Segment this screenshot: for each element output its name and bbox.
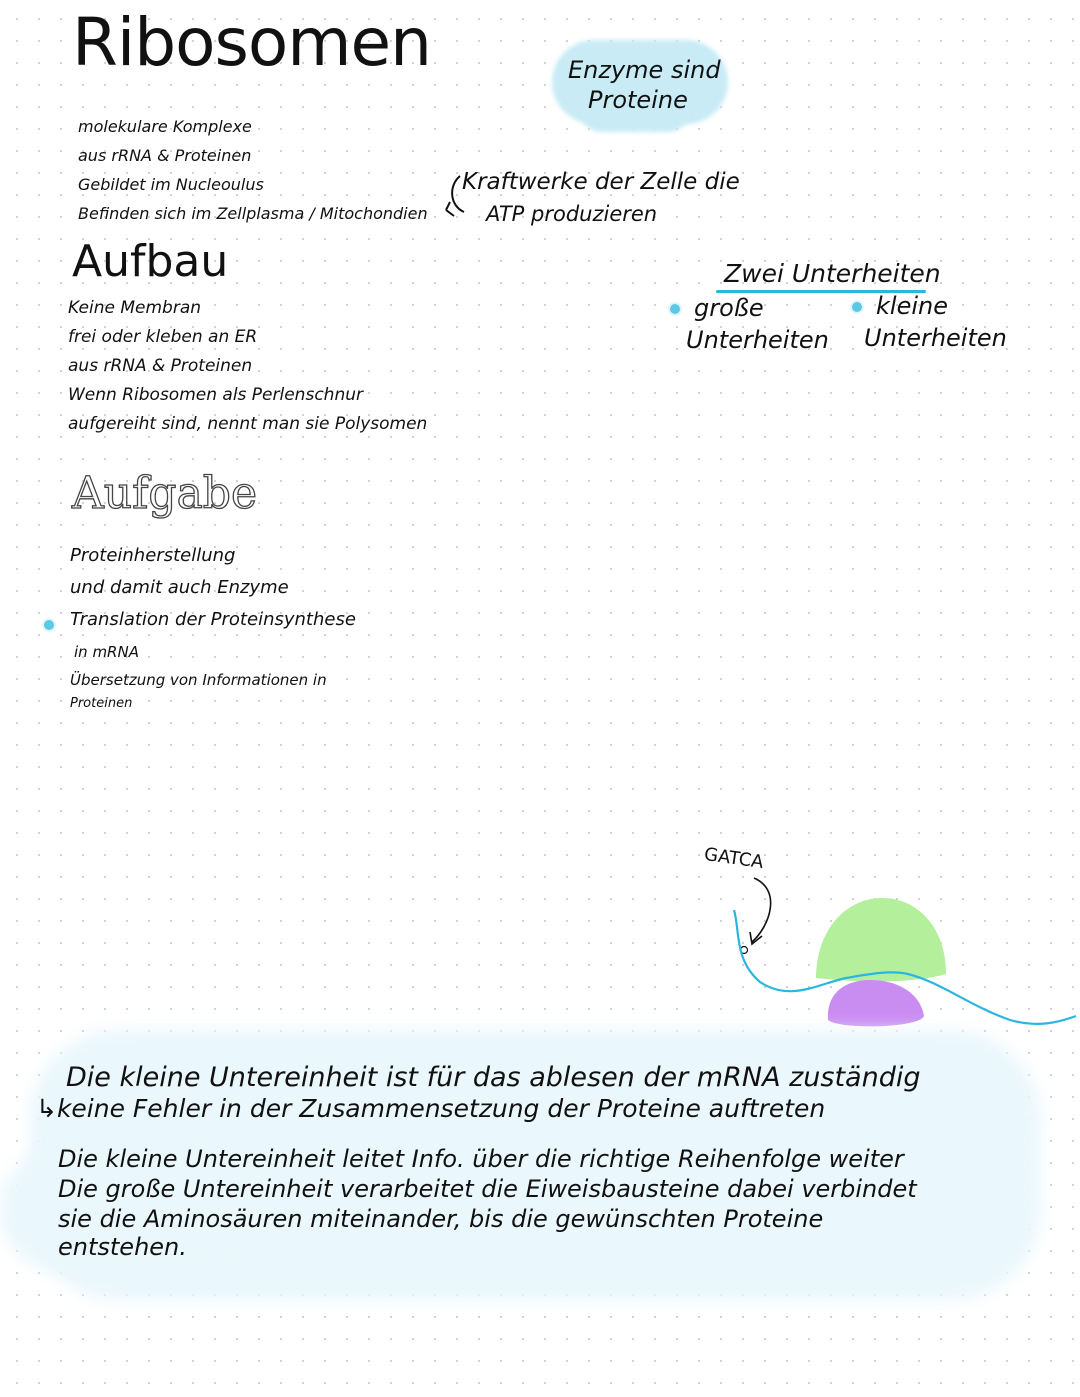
summary-line: sie die Aminosäuren miteinander, bis die gewünschten Proteine (58, 1205, 824, 1233)
arrow-note-line1: Kraftwerke der Zelle die (462, 169, 740, 195)
aufgabe-line: Proteinen (70, 696, 133, 711)
summary-line: Die kleine Untereinheit leitet Info. über die richtige Reihenfolge weiter (58, 1145, 904, 1173)
aufgabe-text (70, 540, 356, 716)
left-subunit-line1: große (694, 294, 764, 322)
aufgabe-line: in mRNA (74, 643, 139, 661)
intro-text (78, 112, 428, 228)
aufbau-line: Wenn Ribosomen als Perlenschnur (68, 385, 363, 405)
summary-line: Die kleine Untereinheit ist für das ablesen der mRNA zuständig (66, 1062, 921, 1093)
note-cloud-line2: Proteine (588, 86, 688, 114)
bullet-icon (850, 300, 864, 314)
summary-text (36, 1062, 921, 1261)
page-title: Ribosomen (72, 4, 431, 81)
aufgabe-line: und damit auch Enzyme (70, 577, 289, 598)
left-subunit-line2: Unterheiten (686, 326, 829, 354)
right-subunit-line1: kleine (876, 292, 948, 320)
summary-line: Die große Untereinheit verarbeitet die Eiweisbausteine dabei verbindet (58, 1175, 917, 1203)
aufbau-text (68, 294, 427, 439)
aufbau-line: Keine Membran (68, 298, 202, 318)
intro-line: aus rRNA & Proteinen (78, 146, 252, 165)
aufgabe-line: Proteinherstellung (70, 545, 236, 566)
aufgabe-line: Translation der Proteinsynthese (70, 609, 356, 630)
label-arrow-icon (752, 878, 771, 942)
intro-line: Gebildet im Nucleoulus (78, 175, 264, 194)
bullet-icon (42, 618, 56, 632)
aufbau-line: aufgereiht sind, nennt man sie Polysomen (68, 414, 428, 434)
large-subunit (816, 898, 946, 981)
unterheiten-heading: Zwei Unterheiten (724, 259, 941, 288)
summary-line: ↳keine Fehler in der Zusammensetzung der Proteine auftreten (36, 1094, 826, 1123)
aufbau-heading: Aufbau (72, 236, 229, 287)
bullet-icon (668, 302, 682, 316)
arrow-note-line2: ATP produzieren (486, 202, 658, 226)
small-subunit (828, 980, 924, 1026)
aufgabe-heading: Aufgabe (72, 468, 258, 519)
diagram-label: GATCA (702, 843, 765, 874)
aufgabe-line: Übersetzung von Informationen in (70, 671, 327, 689)
aufbau-line: aus rRNA & Proteinen (68, 356, 253, 376)
intro-line: molekulare Komplexe (78, 117, 252, 136)
summary-line: entstehen. (58, 1233, 187, 1261)
note-cloud-line1: Enzyme sind (568, 56, 721, 84)
right-subunit-line2: Unterheiten (864, 324, 1007, 352)
aufbau-line: frei oder kleben an ER (68, 327, 258, 347)
intro-line: Befinden sich im Zellplasma / Mitochondien (78, 204, 428, 223)
